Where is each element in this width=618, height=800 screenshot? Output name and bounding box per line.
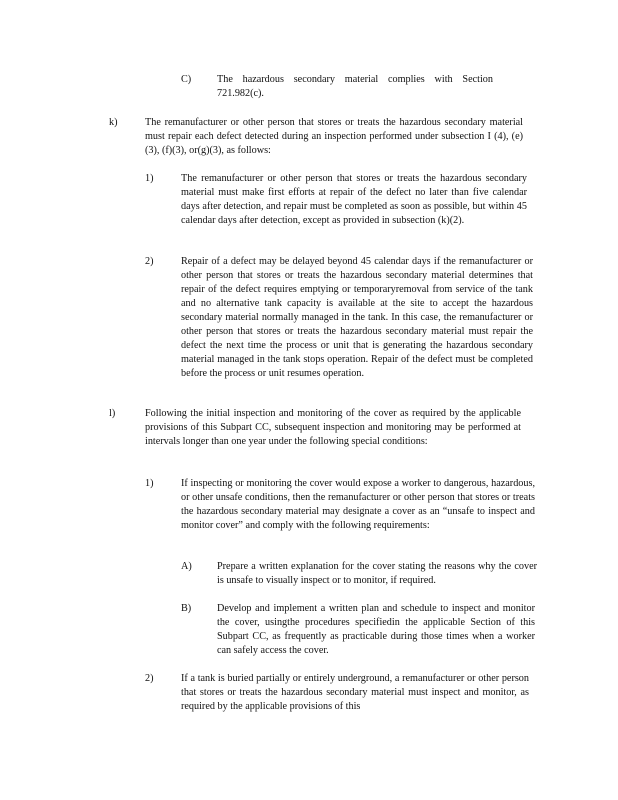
- item-l-1-a-text: Prepare a written explanation for the cover stating the reasons why the cover is unsafe to visually inspect or to monitor, if required.: [217, 561, 537, 586]
- item-k-2-label: 2): [145, 256, 154, 267]
- item-c: [0, 73, 618, 103]
- item-c-text: The hazardous secondary material complies with Section 721.982(c).: [217, 74, 493, 99]
- item-l-1-b-text: Develop and implement a written plan and schedule to inspect and monitor the cover, usingthe procedures specifiedin the applicable Section of this Subpart CC, as frequently as practicable during those times when a worker can safely access the cover.: [217, 603, 535, 656]
- item-l-1-a: [0, 560, 618, 590]
- item-k-label: k): [109, 117, 118, 128]
- item-l: [0, 407, 618, 465]
- item-c-label: C): [181, 74, 192, 85]
- item-l-1-label: 1): [145, 478, 154, 489]
- item-k-2-text: Repair of a defect may be delayed beyond 45 calendar days if the remanufacturer or other person that stores or treats the hazardous secondary material determines that repair of the defect requires emptying or temporaryremoval from service of the tank and no alternative tank capacity is available at the site to accept the hazardous secondary material normally managed in the tank. In this case, the remanufacturer or other person that stores or treats the hazardous secondary material must repair the defect the next time the process or unit that is generating the hazardous secondary material managed in the tank stops operation. Repair of the defect must be completed before the process or unit resumes operation.: [181, 256, 533, 379]
- item-l-text: Following the initial inspection and monitoring of the cover as required by the applicable provisions of this Subpart CC, subsequent inspection and monitoring may be performed at intervals longer than one year under the following special conditions:: [145, 408, 521, 447]
- item-l-1: [0, 477, 618, 549]
- item-l-2-text: If a tank is buried partially or entirely underground, a remanufacturer or other person that stores or treats the hazardous secondary material must inspect and monitor, as required by the applicable provisions of this: [181, 673, 529, 712]
- item-k-text: The remanufacturer or other person that stores or treats the hazardous secondary material must repair each defect detected during an inspection performed under subsection I (4), (e)(3), (f)(3), or(g)(3), as follows:: [145, 117, 523, 156]
- item-l-1-b-label: B): [181, 603, 192, 614]
- item-k-1: [0, 172, 618, 244]
- item-l-1-text: If inspecting or monitoring the cover would expose a worker to dangerous, hazardous, or other unsafe conditions, then the remanufacturer or other person that stores or treats the hazardous secondary material may designate a cover as an “unsafe to inspect and monitor cover” and comply with the following requirements:: [181, 478, 535, 531]
- item-k-1-text: The remanufacturer or other person that stores or treats the hazardous secondary material must make first efforts at repair of the defect no later than five calendar days after detection, and repair must be completed as soon as possible, but within 45 calendar days after detection, except as provided in subsection (k)(2).: [181, 173, 527, 226]
- item-l-1-a-label: A): [181, 561, 192, 572]
- item-l-2-label: 2): [145, 673, 154, 684]
- item-k-2: [0, 255, 618, 395]
- item-l-1-b: [0, 602, 618, 660]
- item-l-label: l): [109, 408, 116, 419]
- item-l-2: [0, 672, 618, 716]
- item-k: [0, 116, 618, 160]
- item-k-1-label: 1): [145, 173, 154, 184]
